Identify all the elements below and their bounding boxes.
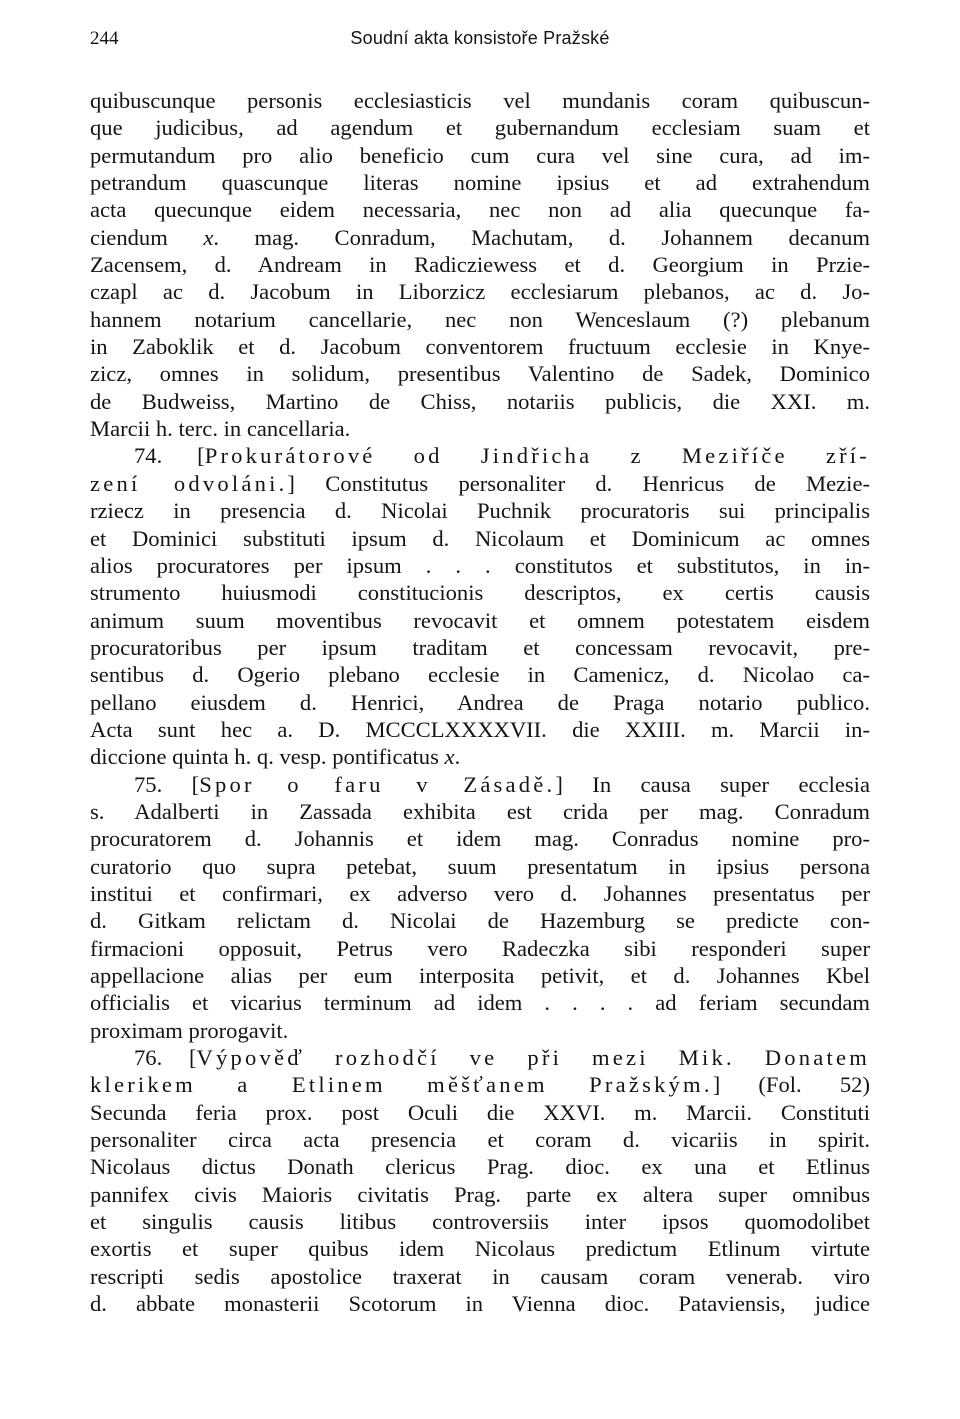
line-text: firmacioni opposuit, Petrus vero Radeczka sibi responderi super bbox=[90, 935, 870, 961]
text-line bbox=[90, 1071, 870, 1098]
line-text: pannifex civis Maioris civitatis Prag. parte ex altera super omnibus bbox=[90, 1181, 870, 1207]
text-line bbox=[90, 196, 870, 223]
line-text: exortis et super quibus idem Nicolaus predictum Etlinum virtute bbox=[90, 1236, 870, 1262]
text-line bbox=[90, 579, 870, 606]
line-text: s. Adalberti in Zassada exhibita est crida per mag. Conradum bbox=[90, 798, 870, 824]
page-number: 244 bbox=[90, 28, 119, 49]
page-header bbox=[90, 22, 870, 52]
spaced-heading-text: Prokurátorové od Jindřicha z Meziříče zří- bbox=[204, 443, 870, 469]
line-text: in Zaboklik et d. Jacobum conventorem fructuum ecclesie in Knye- bbox=[90, 334, 870, 360]
line-text: 76. [ bbox=[134, 1045, 197, 1071]
line-text: rescripti sedis apostolice traxerat in causam coram venerab. viro bbox=[90, 1263, 870, 1289]
line-text: diccione quinta h. q. vesp. pontificatus bbox=[90, 744, 445, 770]
line-text: Marcii h. terc. in cancellaria. bbox=[90, 416, 351, 442]
line-text: de Budweiss, Martino de Chiss, notariis publicis, die XXI. m. bbox=[90, 388, 870, 414]
text-line bbox=[90, 1181, 870, 1208]
line-text: hannem notarium cancellarie, nec non Wenceslaum (?) plebanum bbox=[90, 306, 870, 332]
text-line bbox=[90, 661, 870, 688]
text-line bbox=[90, 743, 870, 770]
text-line bbox=[90, 169, 870, 196]
text-line bbox=[90, 989, 870, 1016]
line-text: ] In causa super ecclesia bbox=[555, 771, 870, 797]
text-line bbox=[90, 798, 870, 825]
text-line bbox=[90, 1099, 870, 1126]
line-text: que judicibus, ad agendum et gubernandum ecclesiam suam et bbox=[90, 115, 870, 141]
italic-text: x bbox=[444, 744, 455, 770]
line-text: strumento huiusmodi constitucionis descriptos, ex certis causis bbox=[90, 580, 870, 606]
text-line bbox=[90, 1208, 870, 1235]
line-text: ] Constitutus personaliter d. Henricus de Mezie- bbox=[287, 470, 870, 496]
line-text: . bbox=[454, 744, 461, 770]
line-text: Secunda feria prox. post Oculi die XXVI. m. Marcii. Constituti bbox=[90, 1099, 870, 1125]
line-text: Nicolaus dictus Donath clericus Prag. dioc. ex una et Etlinus bbox=[90, 1154, 870, 1180]
text-line bbox=[90, 962, 870, 989]
line-text: sentibus d. Ogerio plebano ecclesie in Camenicz, d. Nicolao ca- bbox=[90, 662, 870, 688]
line-text: . mag. Conradum, Machutam, d. Johannem decanum bbox=[213, 224, 870, 250]
text-line bbox=[90, 1126, 870, 1153]
spaced-heading-text: zení odvoláni. bbox=[90, 470, 288, 496]
spaced-heading-text: klerikem a Etlinem měšťanem Pražským. bbox=[90, 1072, 713, 1098]
spaced-heading-text: Spor o faru v Zásadě. bbox=[199, 771, 556, 797]
line-text: d. Gitkam relictam d. Nicolai de Hazemburg se predicte con- bbox=[90, 908, 870, 934]
text-line bbox=[90, 1290, 870, 1317]
line-text: petrandum quascunque literas nomine ipsius et ad extrahendum bbox=[90, 170, 870, 196]
text-line bbox=[90, 114, 870, 141]
text-line bbox=[90, 525, 870, 552]
line-text: Zacensem, d. Andream in Radicziewess et d. Georgium in Przie- bbox=[90, 252, 870, 278]
italic-text: x bbox=[203, 224, 214, 250]
text-line bbox=[90, 497, 870, 524]
text-line bbox=[90, 771, 870, 798]
running-head: Soudní akta konsistoře Pražské bbox=[350, 28, 610, 48]
text-line bbox=[90, 1044, 870, 1071]
line-text: 74. [ bbox=[134, 443, 205, 469]
text-line bbox=[90, 552, 870, 579]
text-line bbox=[90, 907, 870, 934]
text-line bbox=[90, 470, 870, 497]
text-line bbox=[90, 87, 870, 114]
line-text: appellacione alias per eum interposita petivit, et d. Johannes Kbel bbox=[90, 963, 870, 988]
text-line bbox=[90, 689, 870, 716]
line-text: et singulis causis litibus controversiis inter ipsos quomodolibet bbox=[90, 1209, 870, 1235]
line-text: institui et confirmari, ex adverso vero d. Johannes presentatus per bbox=[90, 880, 870, 906]
text-line bbox=[90, 607, 870, 634]
text-line bbox=[90, 1017, 870, 1044]
line-text: permutandum pro alio beneficio cum cura vel sine cura, ad im- bbox=[90, 142, 870, 168]
text-line bbox=[90, 1263, 870, 1290]
text-line bbox=[90, 251, 870, 278]
line-text: officialis et vicarius terminum ad idem . . . . ad feriam secundam bbox=[90, 990, 870, 1016]
text-line bbox=[90, 634, 870, 661]
line-text: d. abbate monasterii Scotorum in Vienna dioc. Pataviensis, judice bbox=[90, 1291, 870, 1317]
text-line bbox=[90, 853, 870, 880]
text-line bbox=[90, 333, 870, 360]
text-line bbox=[90, 415, 870, 442]
line-text: quibuscunque personis ecclesiasticis vel mundanis coram quibuscun- bbox=[90, 88, 870, 113]
line-text: procuratorem d. Johannis et idem mag. Conradus nomine pro- bbox=[90, 826, 870, 852]
line-text: proximam prorogavit. bbox=[90, 1017, 289, 1043]
line-text: procuratoribus per ipsum traditam et concessam revocavit, pre- bbox=[90, 634, 870, 660]
line-text: animum suum moventibus revocavit et omnem potestatem eisdem bbox=[90, 607, 870, 633]
line-text: acta quecunque eidem necessaria, nec non ad alia quecunque fa- bbox=[90, 197, 870, 223]
text-line bbox=[90, 388, 870, 415]
text-line bbox=[90, 716, 870, 743]
line-text: czapl ac d. Jacobum in Liborzicz ecclesiarum plebanos, ac d. Jo- bbox=[90, 279, 870, 305]
spaced-heading-text: Výpověď rozhodčí ve při mezi Mik. Donatem bbox=[196, 1045, 870, 1071]
line-text: et Dominici substituti ipsum d. Nicolaum et Dominicum ac omnes bbox=[90, 525, 870, 551]
line-text: pellano eiusdem d. Henrici, Andrea de Praga notario publico. bbox=[90, 689, 870, 715]
line-text: 75. [ bbox=[134, 771, 200, 797]
text-line bbox=[90, 142, 870, 169]
document-body bbox=[90, 87, 870, 1317]
line-text: personaliter circa acta presencia et coram d. vicariis in spirit. bbox=[90, 1127, 870, 1153]
line-text: zicz, omnes in solidum, presentibus Valentino de Sadek, Dominico bbox=[90, 361, 870, 387]
text-line bbox=[90, 278, 870, 305]
line-text: ciendum bbox=[90, 224, 204, 250]
text-line bbox=[90, 880, 870, 907]
line-text: alios procuratores per ipsum . . . constitutos et substitutos, in in- bbox=[90, 552, 870, 578]
text-line bbox=[90, 935, 870, 962]
line-text: Acta sunt hec a. D. MCCCLXXXXVII. die XXIII. m. Marcii in- bbox=[90, 716, 870, 742]
text-line bbox=[90, 1153, 870, 1180]
line-text: ] (Fol. 52) bbox=[712, 1072, 870, 1098]
line-text: rziecz in presencia d. Nicolai Puchnik procuratoris sui principalis bbox=[90, 498, 870, 524]
text-line bbox=[90, 442, 870, 469]
text-line bbox=[90, 1235, 870, 1262]
text-line bbox=[90, 825, 870, 852]
text-line bbox=[90, 306, 870, 333]
text-line bbox=[90, 224, 870, 251]
line-text: curatorio quo supra petebat, suum presentatum in ipsius persona bbox=[90, 853, 870, 879]
text-line bbox=[90, 360, 870, 387]
